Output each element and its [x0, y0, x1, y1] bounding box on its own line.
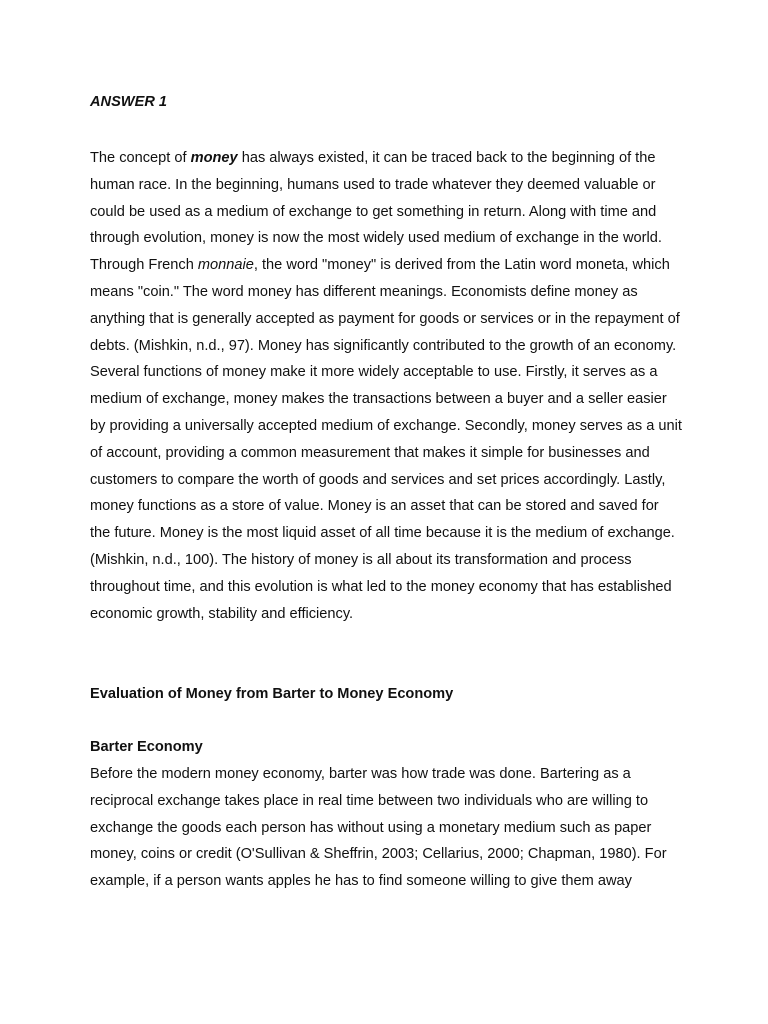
document-body [90, 93, 682, 895]
answer-heading: ANSWER 1 [90, 94, 168, 110]
intro-paragraph [90, 145, 682, 627]
section-heading: Evaluation of Money from Barter to Money Economy [90, 686, 454, 703]
barter-paragraph: Before the modern money economy, barter was how trade was done. Bartering as a reciprocal exchange takes place in real time between two individuals who are willing to exchange the goods each person has without using a monetary medium such as paper money, coins or credit (O'Sullivan & Sheffrin, 2003; Cellarius, 2000; Chapman, 1980). For example, if a person wants apples he has to find someone willing to give them away [90, 765, 667, 890]
french-term: monnaie [197, 257, 254, 274]
money-term: money [190, 150, 238, 166]
intro-text-end: , the word "money" is derived from the Latin word moneta, which means "coin." The word money has different meanings. Economists define money as anything that is generally accepted as payment for goods or services or in the repayment of debts. (Mishkin, n.d., 97). Money has significantly contributed to the growth of an economy. Several functions of money make it more widely acceptable to use. Firstly, it serves as a medium of exchange, money makes the transactions between a buyer and a seller easier by providing a universally accepted medium of exchange. Secondly, money serves as a unit of account, providing a common measurement that makes it simple for businesses and customers to compare the worth of goods and services and set prices accordingly. Lastly, money functions as a store of value. Money is an asset that can be stored and saved for the future. Money is the most liquid asset of all time because it is the medium of exchange. (Mishkin, n.d., 100). The history of money is all about its transformation and process throughout time, and this evolution is what led to the money economy that has established economic growth, stability and efficiency. [90, 257, 682, 622]
intro-text-start: The concept of [90, 150, 191, 166]
barter-subheading: Barter Economy [90, 739, 203, 756]
intro-text-middle: has always existed, it can be traced back to the beginning of the human race. In the beginning, humans used to trade whatever they deemed valuable or could be used as a medium of exchange to get something in return. Along with time and through evolution, money is now the most widely used medium of exchange in the world. Through French [90, 150, 662, 274]
